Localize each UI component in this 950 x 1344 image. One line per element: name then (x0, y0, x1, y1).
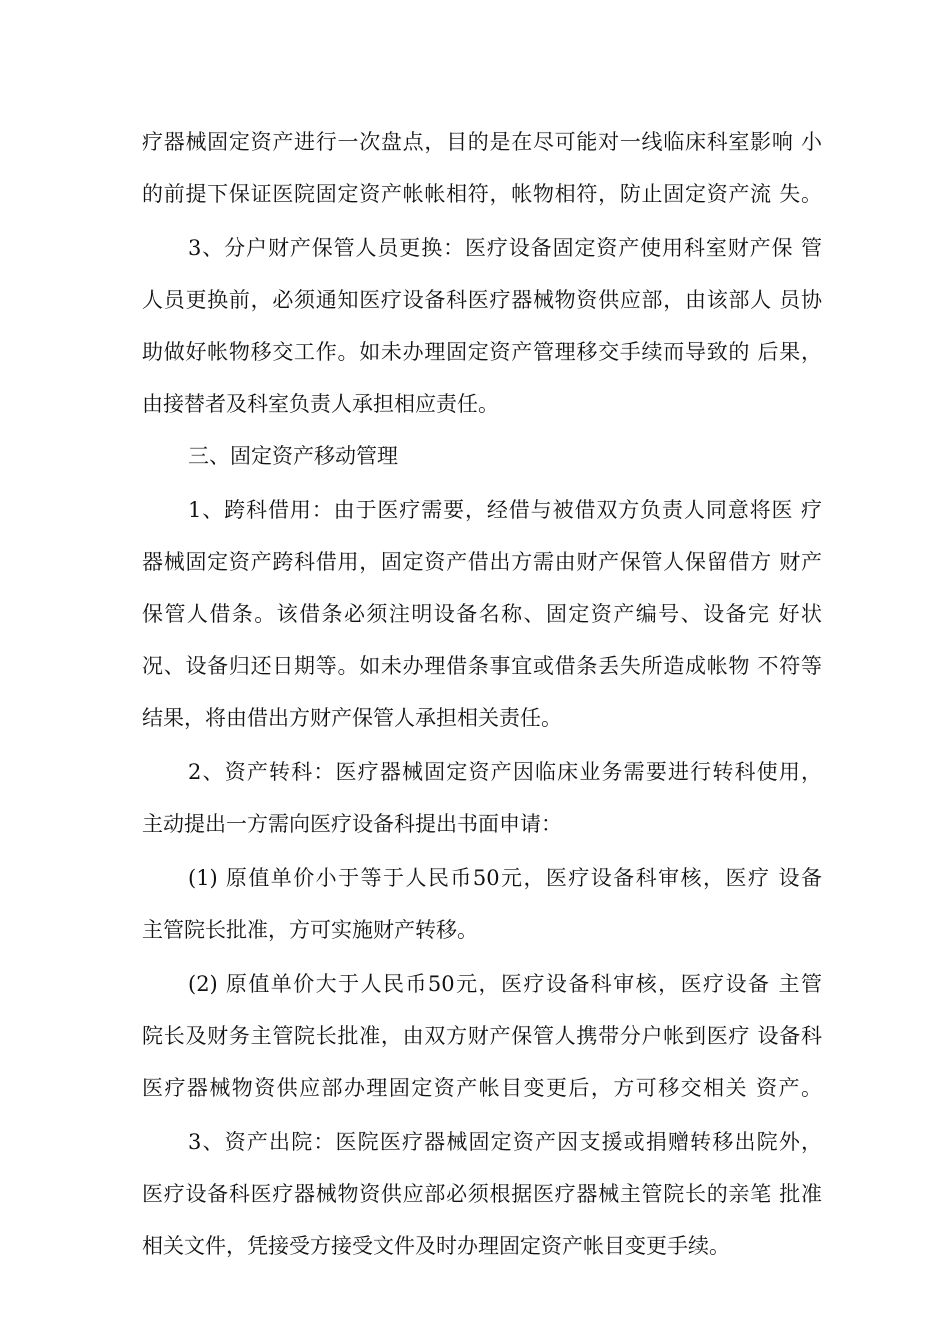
text-line: 人员更换前，必须通知医疗设备科医疗器械物资供应部，由该部人 员协 (142, 288, 822, 312)
text-line: 医疗设备科医疗器械物资供应部必须根据医疗器械主管院长的亲笔 批准 (142, 1182, 822, 1206)
text-line: 结果，将由借出方财产保管人承担相关责任。 (142, 706, 562, 730)
text-line: 相关文件，凭接受方接受文件及时办理固定资产帐目变更手续。 (142, 1234, 730, 1258)
section-heading: 三、固定资产移动管理 (188, 444, 398, 468)
text-line: (2) 原值单价大于人民币50元，医疗设备科审核，医疗设备 主管 (188, 972, 822, 996)
text-line: 医疗器械物资供应部办理固定资产帐目变更后，方可移交相关 资产。 (142, 1076, 822, 1100)
text-line: 疗器械固定资产进行一次盘点，目的是在尽可能对一线临床科室影响 小 (142, 130, 822, 154)
text-line: (1) 原值单价小于等于人民币50元，医疗设备科审核，医疗 设备 (188, 866, 822, 890)
text-line: 主动提出一方需向医疗设备科提出书面申请： (142, 812, 562, 836)
text-line: 器械固定资产跨科借用，固定资产借出方需由财产保管人保留借方 财产 (142, 550, 822, 574)
text-line: 保管人借条。该借条必须注明设备名称、固定资产编号、设备完 好状 (142, 602, 822, 626)
text-line: 助做好帐物移交工作。如未办理固定资产管理移交手续而导致的 后果， (142, 340, 822, 364)
text-line: 1、跨科借用：由于医疗需要，经借与被借双方负责人同意将医 疗 (188, 498, 822, 522)
text-line: 2、资产转科：医疗器械固定资产因临床业务需要进行转科使用， (188, 760, 822, 784)
text-line: 由接替者及科室负责人承担相应责任。 (142, 392, 499, 416)
text-line: 3、分户财产保管人员更换：医疗设备固定资产使用科室财产保 管 (188, 236, 822, 260)
text-line: 的前提下保证医院固定资产帐帐相符，帐物相符，防止固定资产流 失。 (142, 182, 822, 206)
text-line: 主管院长批准，方可实施财产转移。 (142, 918, 478, 942)
text-line: 院长及财务主管院长批准，由双方财产保管人携带分户帐到医疗 设备科 (142, 1024, 822, 1048)
text-line: 况、设备归还日期等。如未办理借条事宜或借条丢失所造成帐物 不符等 (142, 654, 822, 678)
text-line: 3、资产出院：医院医疗器械固定资产因支援或捐赠转移出院外， (188, 1130, 822, 1154)
